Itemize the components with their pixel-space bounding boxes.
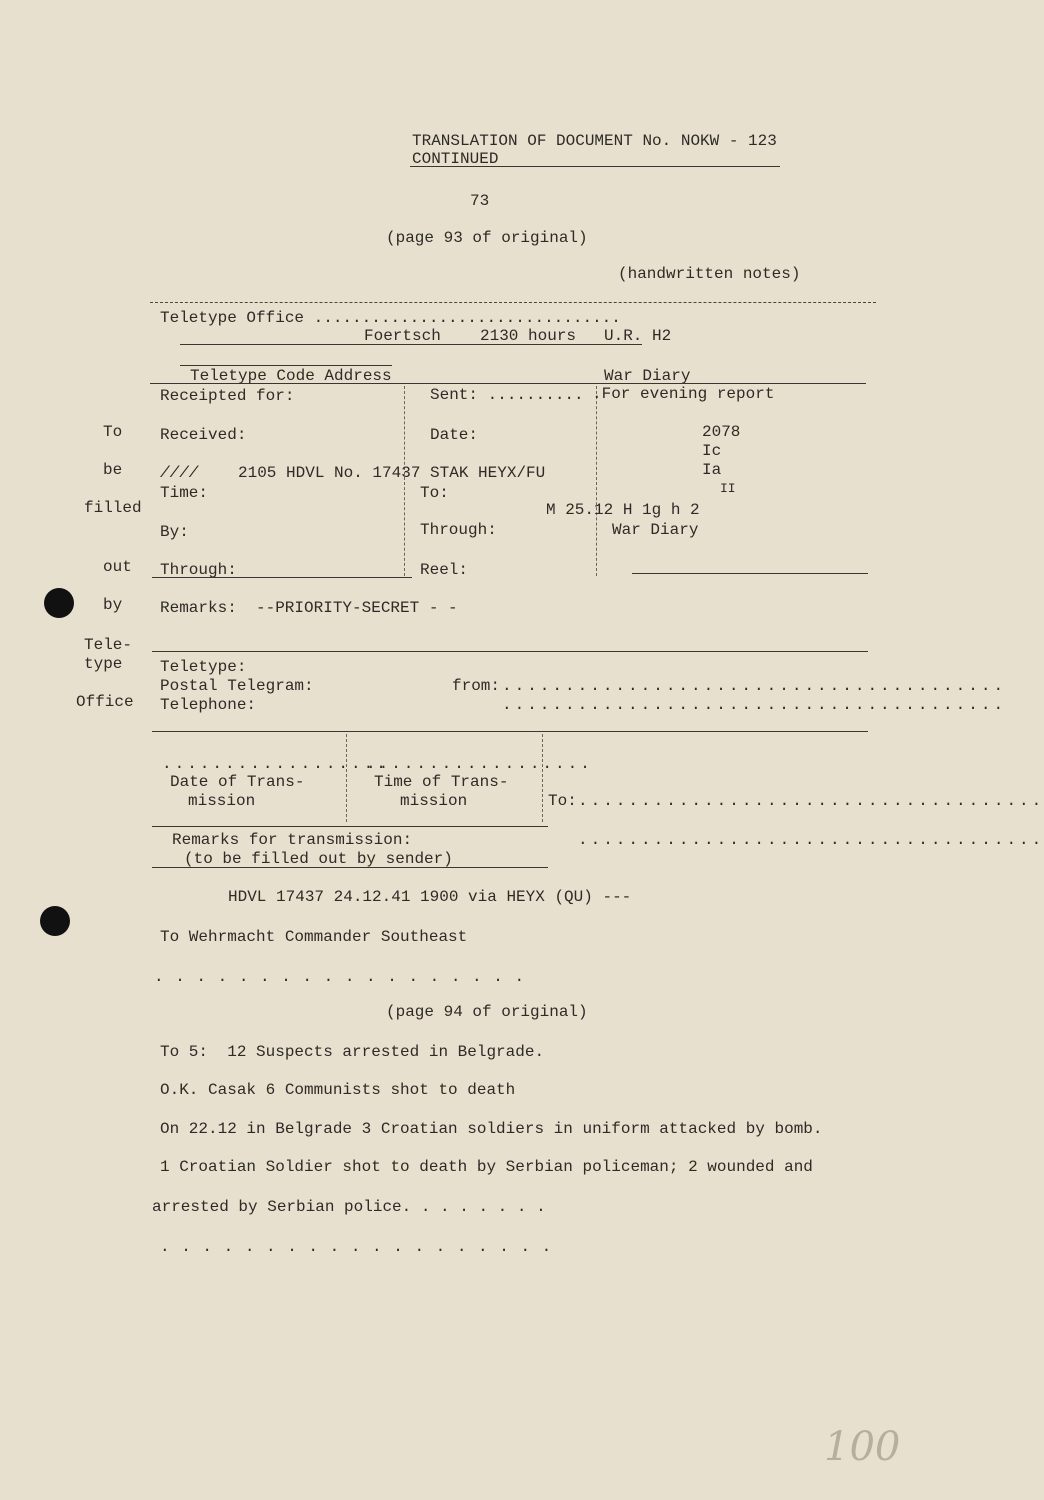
number-2078: 2078 <box>702 423 741 441</box>
ic-label: Ic <box>702 442 722 460</box>
remarks-rule <box>152 651 868 652</box>
date-transmission-label-2: mission <box>188 792 256 810</box>
telephone-label: Telephone: <box>160 696 257 714</box>
war-diary-top: War Diary <box>604 367 691 385</box>
handwritten-page-number: 100 <box>824 1424 901 1470</box>
side-label-tele: Tele- <box>84 636 133 654</box>
sent-label: Sent: .......... <box>430 386 584 404</box>
time-transmission-label-1: Time of Trans- <box>374 773 509 791</box>
foertsch-name: Foertsch <box>364 327 441 345</box>
body-dots-1: . . . . . . . . . . . . . . . . . . <box>154 968 526 986</box>
reel-rule <box>632 573 868 574</box>
evening-report-label: .For evening report <box>592 385 775 403</box>
teletype-label: Teletype: <box>160 658 247 676</box>
reel-label: Reel: <box>420 561 469 579</box>
form-top-rule <box>150 302 876 303</box>
ur-value: U.R. H2 <box>604 327 672 345</box>
from-dotted-line: ........................................ <box>502 677 1007 695</box>
through-left-label: Through: <box>160 561 237 579</box>
report-line-4: 1 Croatian Soldier shot to death by Serbian policeman; 2 wounded and <box>160 1158 813 1176</box>
code-address-overline <box>180 365 392 366</box>
report-line-5: arrested by Serbian police. . . . . . . . <box>152 1198 546 1216</box>
original-page-note: (page 93 of original) <box>386 229 588 247</box>
receipted-for-label: Receipted for: <box>160 387 295 405</box>
code-address-label: Teletype Code Address <box>190 367 392 385</box>
transmission-divider-1 <box>346 734 347 822</box>
to-label: To: <box>420 484 449 502</box>
remarks-dots: ..................................... <box>578 831 1044 849</box>
crossed-out-marks: //// <box>160 464 199 482</box>
side-label-be: be <box>103 461 123 479</box>
transmission-top-rule <box>152 731 868 732</box>
through-mid-label: Through: <box>420 521 497 539</box>
signature-rule <box>180 344 642 345</box>
form-divider-right <box>596 386 597 576</box>
report-line-3: On 22.12 in Belgrade 3 Croatian soldiers in uniform attacked by bomb. <box>160 1120 823 1138</box>
ii-label: II <box>720 481 736 496</box>
punch-hole-bottom <box>40 906 70 936</box>
telephone-dotted-line: ........................................ <box>502 696 1007 714</box>
date-transmission-label-1: Date of Trans- <box>170 773 305 791</box>
remarks-sender-note: (to be filled out by sender) <box>184 850 453 868</box>
translation-header: TRANSLATION OF DOCUMENT No. NOKW - 123 <box>412 132 777 150</box>
date-label: Date: <box>430 426 479 444</box>
report-line-2: O.K. Casak 6 Communists shot to death <box>160 1081 516 1099</box>
ia-label: Ia <box>702 461 722 479</box>
side-label-to: To <box>103 423 123 441</box>
code-address-rule <box>150 383 866 384</box>
to-trans-dots: ..................................... <box>578 792 1044 810</box>
teletype-office-line: Teletype Office ................................ <box>160 309 621 327</box>
continued-label: CONTINUED <box>412 150 499 168</box>
hdvl-message-line: HDVL 17437 24.12.41 1900 via HEYX (QU) --- <box>228 888 632 906</box>
report-line-1: To 5: 12 Suspects arrested in Belgrade. <box>160 1043 545 1061</box>
war-diary-mid: War Diary <box>612 521 699 539</box>
by-label: By: <box>160 523 189 541</box>
side-label-by: by <box>103 596 123 614</box>
remarks-transmission-label: Remarks for transmission: <box>172 831 413 849</box>
side-label-filled: filled <box>84 499 142 517</box>
body-dots-2: . . . . . . . . . . . . . . . . . . . <box>160 1238 553 1256</box>
side-label-out: out <box>103 558 132 576</box>
handwritten-notes-label: (handwritten notes) <box>618 265 801 283</box>
punch-hole-top <box>44 588 74 618</box>
from-label: from: <box>452 677 501 695</box>
hours-value: 2130 hours <box>480 327 577 345</box>
priority-secret-text: --PRIORITY-SECRET - - <box>256 599 458 617</box>
through-rule <box>152 577 412 578</box>
time-trans-dots: .................. <box>366 755 593 773</box>
header-rule <box>410 166 780 167</box>
remarks-label: Remarks: <box>160 599 237 617</box>
page-number: 73 <box>470 192 490 210</box>
date-trans-dots: .................. <box>162 755 389 773</box>
to-transmission-label: To: <box>548 792 577 810</box>
transmission-bottom-rule <box>152 826 548 827</box>
to-commander-line: To Wehrmacht Commander Southeast <box>160 928 468 946</box>
original-page-94: (page 94 of original) <box>386 1003 588 1021</box>
transmission-divider-2 <box>542 734 543 822</box>
hdvl-reference-line: 2105 HDVL No. 17437 STAK HEYX/FU <box>238 464 546 482</box>
postal-telegram-label: Postal Telegram: <box>160 677 314 695</box>
time-transmission-label-2: mission <box>400 792 468 810</box>
side-label-type: type <box>84 655 123 673</box>
side-label-office: Office <box>76 693 134 711</box>
m-reference-line: M 25.12 H 1g h 2 <box>546 501 700 519</box>
remarks-sender-rule <box>152 867 548 868</box>
received-label: Received: <box>160 426 247 444</box>
time-label: Time: <box>160 484 209 502</box>
